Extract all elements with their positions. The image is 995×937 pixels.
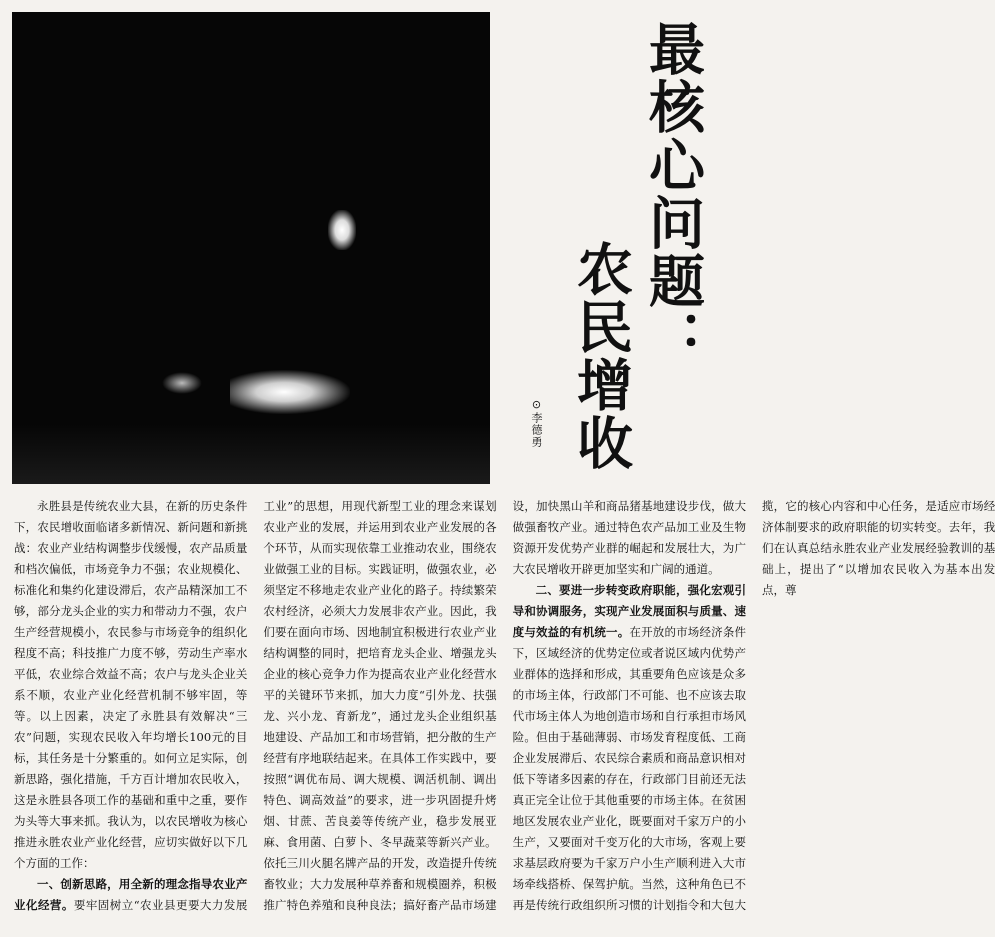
author-byline bbox=[528, 398, 544, 448]
distant-light bbox=[328, 210, 356, 250]
section-1-heading: 一、创新思路，用全新的理念指导农业产业化经营。 bbox=[14, 877, 248, 912]
ground-shadow bbox=[12, 424, 490, 484]
section-2-heading: 二、要进一步转变政府职能，强化宏观引导和协调服务，实现产业发展面积与质量、速度与效益的有机统一。 bbox=[512, 583, 746, 639]
article-body bbox=[14, 496, 995, 928]
section-1-body: 要牢固树立“农业县更要大力发展工业”的思想，用现代新型工业的理念来谋划农业产业的发展，并运用到农业产业发展的各个环节，从而实现依靠工业推动农业，围绕农业做强工业的目标。实践证明，做强农业，必须坚定不移地走农业产业化的路子。持续繁荣农村经济，必须大力发展非农产业。因此，我们要在面向市场、因地制宜积极进行农业产业结构调整的同时，把培育龙头企业、增强龙头企业的核心竞争力作为提高农业产业化经营水平的关键环节来抓，加大力度“引外龙、扶强龙、兴小龙、育新龙”，通过龙头企业组织基地建设、产品加工和市场营销，把分散的生产经营有序地联结起来。在具体工作实践中，要按照“调优布局、调大规模、调活机制、调出特色、调高效益”的要求，进一步巩固提升烤烟、甘蔗、苦良姜等传统产业，稳步发展亚麻、食用菌、白萝卜、冬早蔬菜等新兴产业。依托三川火腿名牌产品的开发，改造提升传统畜牧业；大力发展种草养畜和规模圈养，积极推广特色养殖和良种良法；搞好畜产品市场建设，加快黑山羊和商品猪基地建设步伐，做大做强畜牧产业。通过特色农产品加工业及生物资源开发优势产业群的崛起和发展壮大，为广大农民增收开辟更加坚实和广阔的通道。 bbox=[73, 499, 746, 912]
small-light bbox=[162, 372, 202, 394]
section-2-body: 在开放的市场经济条件下，区域经济的优势定位或者说区域内优势产业群体的选择和形成，其重要角色应该是众多的市场主体，行政部门不可能、也不应该去取代市场主体人为地创造市场和自行承担市场风险。但由于基础薄弱、市场发育程度低、工商企业发展滞后、农民综合素质和商品意识相对低下等诸多因素的存在，行政部门目前还无法真正完全让位于其他重要的市场主体。在贫困地区发展农业产业化，既要面对千家万户的小生产，又要面对千变万化的大市场，客观上要求基层政府要为千家万户小生产顺利进入大市场牵线搭桥、保驾护航。当然，这种角色已不再是传统行政组织所习惯的计划指令和大包大揽，它的核心内容和中心任务，是适应市场经济体制要求的政府职能的切实转变。去年，我们在认真总结永胜农业产业发展经验教训的基础上，提出了“以增加农民收入为基本出发点，尊 bbox=[512, 499, 995, 912]
byline-mark: ⊙ bbox=[530, 398, 543, 412]
bright-light bbox=[230, 370, 350, 414]
headline-line-2: 农民增收 bbox=[568, 240, 633, 472]
author-name: 李德勇 bbox=[530, 412, 543, 448]
headline-line-1: 最核心问题： bbox=[640, 20, 705, 368]
intro-paragraph: 永胜县是传统农业大县，在新的历史条件下，农民增收面临诸多新情况、新问题和新挑战：农业产业结构调整步伐缓慢，农产品质量和档次偏低，市场竞争力不强；农业规模化、标准化和集约化建设滞后，农产品精深加工不够，部分龙头企业的实力和带动力不强，农户生产经营规模小，农民参与市场竞争的组织化程度不高；科技推广力度不够，劳动生产率水平低，农业综合效益不高；农户与龙头企业关系不顺，农业产业化经营机制不够牢固，等等。以上因素，决定了永胜县有效解决“三农”问题，实现农民收入年均增长100元的目标，其任务是十分繁重的。如何立足实际，创新思路，强化措施，千方百计增加农民收入，这是永胜县各项工作的基础和重中之重，要作为头等大事来抓。我认为，以农民增收为核心推进永胜农业产业化经营，应切实做好以下几个方面的工作： bbox=[14, 499, 248, 870]
night-photo bbox=[12, 12, 490, 484]
